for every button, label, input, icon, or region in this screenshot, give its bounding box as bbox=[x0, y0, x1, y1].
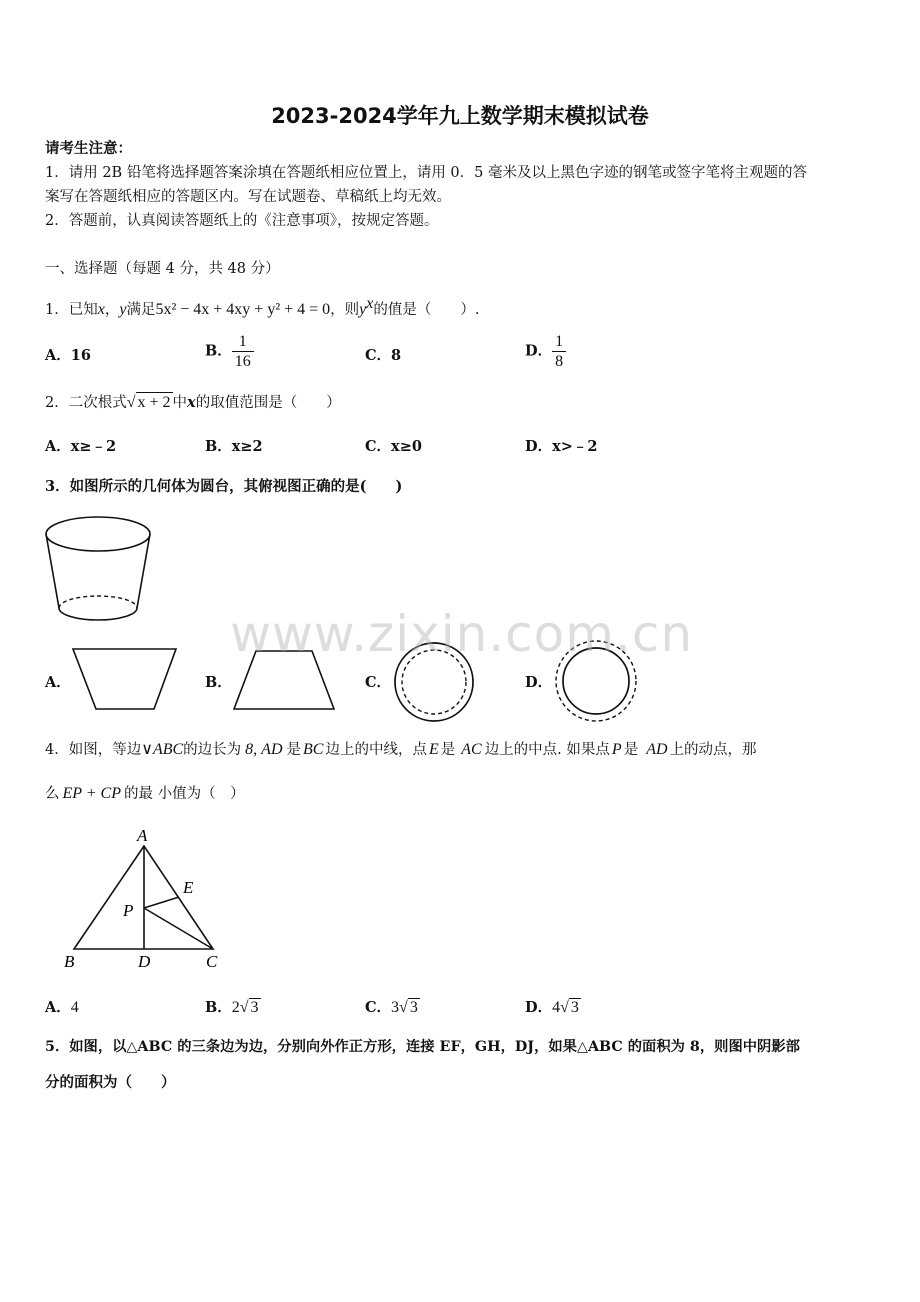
question-4-line-2 bbox=[45, 784, 245, 804]
option-label: D． bbox=[525, 342, 553, 360]
q1-option-d bbox=[525, 332, 566, 371]
section-heading: 一、选择题（每题 4 分，共 48 分） bbox=[45, 261, 280, 277]
q4-e: E bbox=[428, 741, 439, 758]
option-label: D． bbox=[525, 999, 553, 1016]
triangle-figure bbox=[60, 822, 235, 974]
frustum-top-ellipse bbox=[46, 517, 150, 551]
q4-triangle: ∨ABC bbox=[141, 741, 184, 758]
question-3: 3．如图所示的几何体为圆台，其俯视图正确的是( ) bbox=[45, 478, 403, 495]
fraction bbox=[552, 332, 566, 371]
notice-item-2: 2．答题前，认真阅读答题纸上的《注意事项》，按规定答题。 bbox=[45, 213, 439, 229]
q1-comma: ， bbox=[104, 301, 120, 318]
question-4-line-1 bbox=[45, 740, 757, 760]
option-value: x>﹣2 bbox=[552, 438, 598, 455]
q2-option-a bbox=[45, 435, 116, 456]
q1-var-y: y bbox=[119, 300, 127, 318]
radicand: 3 bbox=[409, 999, 418, 1016]
q2-radicand: x + 2 bbox=[137, 394, 171, 411]
coefficient: 2 bbox=[231, 999, 240, 1016]
page-title: 2023-2024学年九上数学期末模拟试卷 bbox=[271, 104, 649, 128]
q2-var-x: x bbox=[187, 394, 196, 411]
q4-ad: AD bbox=[646, 741, 668, 758]
question-1 bbox=[45, 294, 480, 320]
option-label: D． bbox=[525, 438, 553, 455]
q2-lead: 2．二次根式 bbox=[45, 395, 127, 411]
q4-ac: AC bbox=[461, 741, 482, 758]
q3-option-b-label: B． bbox=[205, 674, 232, 691]
segment-pc bbox=[144, 908, 213, 949]
option-value: 16 bbox=[70, 347, 91, 364]
q4-expression: EP + CP bbox=[62, 785, 121, 802]
option-label: C． bbox=[365, 999, 392, 1016]
watermark: www.zixin.com.cn bbox=[230, 605, 694, 663]
label-b: B bbox=[64, 952, 75, 971]
q1-option-c bbox=[365, 344, 401, 365]
q2-option-d bbox=[525, 435, 597, 456]
q1-satisfies: 满足 bbox=[126, 301, 156, 318]
q1-tail: 的值是（ ）. bbox=[373, 301, 480, 318]
q4-lead: 4．如图，等边 bbox=[45, 742, 142, 758]
label-d: D bbox=[138, 952, 151, 971]
q4-bc: BC bbox=[303, 741, 324, 758]
label-e: E bbox=[183, 878, 194, 897]
notice-item-1a: 1．请用 2B 铅笔将选择题答案涂填在答题纸相应位置上，请用 0．5 毫米及以上黑色字迹的钢笔或签字笔将主观题的答 bbox=[45, 165, 807, 181]
option-label: B． bbox=[205, 999, 232, 1016]
q4-option-a bbox=[45, 996, 79, 1017]
q4-option-d: D．4√ 3 bbox=[525, 999, 579, 1016]
q2-tail: 的取值范围是（ ） bbox=[195, 395, 341, 411]
option-label: B． bbox=[205, 438, 232, 455]
numerator: 1 bbox=[552, 332, 566, 352]
q3-option-c-label: C． bbox=[365, 674, 392, 691]
q2-option-b bbox=[205, 435, 263, 456]
option-value: x≥2 bbox=[231, 438, 263, 455]
radicand: 3 bbox=[250, 999, 259, 1016]
question-5-line-2: 分的面积为（ ） bbox=[45, 1074, 176, 1091]
option-label: C． bbox=[365, 347, 392, 364]
label-c: C bbox=[206, 952, 218, 971]
option-label: A． bbox=[45, 347, 71, 364]
q1-option-b bbox=[205, 332, 254, 371]
q4-option-b: B．2√ 3 bbox=[205, 999, 259, 1016]
option-value: 4 bbox=[70, 999, 79, 1016]
option-value: x≥﹣2 bbox=[70, 438, 117, 455]
q1-then: ，则 bbox=[330, 301, 360, 318]
option-label: A． bbox=[45, 438, 71, 455]
inverted-trapezoid bbox=[73, 649, 176, 709]
q3-option-a-figure bbox=[70, 645, 182, 715]
frustum-figure bbox=[40, 510, 160, 635]
frustum-bottom-back bbox=[59, 596, 137, 608]
q1-equation: 5x² − 4x + 4xy + y² + 4 = 0 bbox=[155, 300, 331, 318]
q3-option-a-label: A． bbox=[45, 674, 71, 691]
notice-item-1b: 案写在答题纸相应的答题区内。写在试题卷、草稿纸上均无效。 bbox=[45, 189, 451, 205]
q2-option-c bbox=[365, 435, 422, 456]
label-p: P bbox=[123, 901, 134, 920]
question-2 bbox=[45, 392, 341, 413]
option-value: 8 bbox=[391, 347, 402, 364]
q4-length: 8, AD bbox=[245, 741, 283, 758]
denominator: 8 bbox=[555, 353, 564, 370]
option-label: C． bbox=[365, 438, 392, 455]
q1-var-x: x bbox=[97, 300, 105, 318]
coefficient: 4 bbox=[552, 999, 561, 1016]
q4-text: 是 bbox=[440, 742, 456, 758]
fraction bbox=[232, 332, 254, 371]
q2-sqrt: √ x + 2 bbox=[126, 394, 171, 411]
q1-x-sup: x bbox=[366, 295, 374, 312]
q4-text: 上的动点，那 bbox=[669, 742, 757, 758]
option-label: B． bbox=[205, 342, 232, 360]
denominator: 16 bbox=[234, 353, 251, 370]
notice-heading: 请考生注意： bbox=[45, 140, 132, 157]
q4-p: P bbox=[611, 741, 622, 758]
q1-option-a bbox=[45, 344, 91, 365]
label-a: A bbox=[137, 826, 148, 845]
q4-text: 的最 小值为（ ） bbox=[124, 786, 245, 802]
frustum-bottom-front bbox=[59, 608, 137, 620]
coefficient: 3 bbox=[391, 999, 400, 1016]
q4-text: 么 bbox=[45, 786, 60, 802]
option-value: x≥0 bbox=[391, 438, 422, 455]
q4-text: 边上的中点. 如果点 bbox=[484, 742, 610, 758]
q1-lead: 1．已知 bbox=[45, 301, 98, 318]
q4-text: 边上的中线，点 bbox=[325, 742, 427, 758]
q4-text: 的边长为 bbox=[183, 742, 242, 758]
q4-option-c: C．3√ 3 bbox=[365, 999, 418, 1016]
option-label: A． bbox=[45, 999, 71, 1016]
q4-text: 是 bbox=[286, 742, 301, 758]
radicand: 3 bbox=[570, 999, 579, 1016]
numerator: 1 bbox=[232, 332, 254, 352]
q1-yx: y bbox=[359, 300, 367, 318]
q4-text: 是 bbox=[623, 742, 639, 758]
q2-mid: 中 bbox=[172, 395, 188, 411]
segment-pe bbox=[144, 897, 179, 908]
question-5-line-1: 5．如图，以△ABC 的三条边为边，分别向外作正方形，连接 EF，GH，DJ，如果△ABC 的面积为 8，则图中阴影部 bbox=[45, 1039, 800, 1055]
q3-option-d-label: D． bbox=[525, 674, 553, 691]
